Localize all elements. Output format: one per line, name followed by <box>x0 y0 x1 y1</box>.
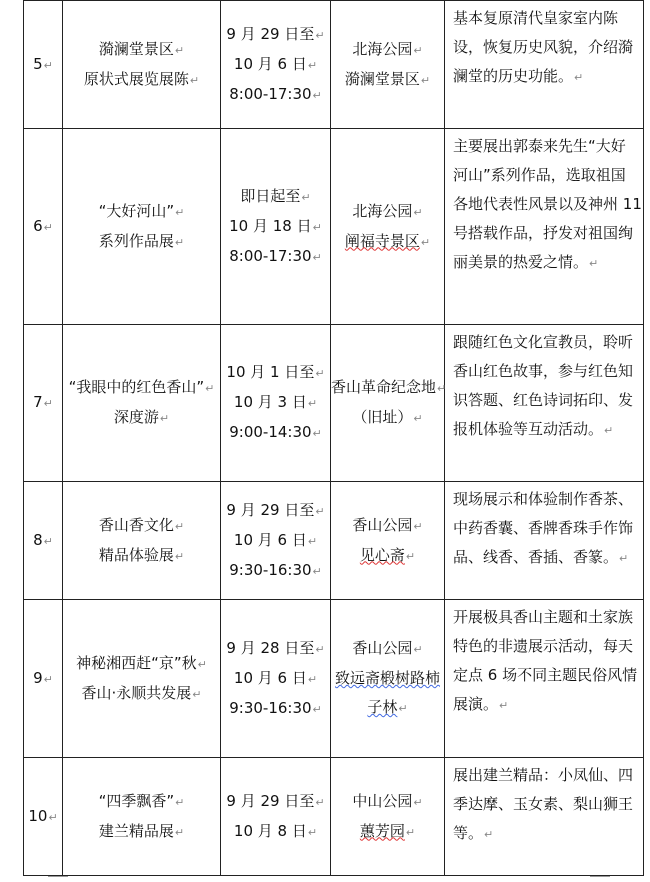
event-location: 香山革命纪念地↵ （旧址）↵ <box>331 325 445 482</box>
page-corner-mark <box>48 876 68 877</box>
page-corner-mark <box>590 876 610 877</box>
event-date: 9 月 29 日至↵ 10 月 8 日↵ <box>221 758 331 876</box>
event-name: 神秘湘西赶“京”秋↵ 香山·永顺共发展↵ <box>63 600 221 758</box>
event-name: “我眼中的红色香山”↵ 深度游↵ <box>63 325 221 482</box>
table-row <box>24 1 644 129</box>
event-date: 9 月 29 日至↵ 10 月 6 日↵ 9:30-16:30↵ <box>221 482 331 600</box>
row-number: 5↵ <box>24 1 63 129</box>
event-name: “大好河山”↵ 系列作品展↵ <box>63 129 221 325</box>
event-name: “四季飘香”↵ 建兰精品展↵ <box>63 758 221 876</box>
table-row <box>24 758 644 876</box>
event-name: 漪澜堂景区↵ 原状式展览展陈↵ <box>63 1 221 129</box>
table-row <box>24 482 644 600</box>
events-table <box>23 0 644 876</box>
row-number: 9↵ <box>24 600 63 758</box>
row-number: 10↵ <box>24 758 63 876</box>
row-number: 7↵ <box>24 325 63 482</box>
event-description: 基本复原清代皇家室内陈 设，恢复历史风貌，介绍漪 澜堂的历史功能。↵ <box>445 1 644 129</box>
event-description: 主要展出郭泰来先生“大好 河山”系列作品，选取祖国 各地代表性风景以及神州 11 号搭载作品，抒发对祖国绚 丽美景的热爱之情。↵ <box>445 129 644 325</box>
event-description: 现场展示和体验制作香茶、 中药香囊、香牌香珠手作饰 品、线香、香插、香篆。↵ <box>445 482 644 600</box>
event-date: 9 月 29 日至↵ 10 月 6 日↵ 8:00-17:30↵ <box>221 1 331 129</box>
event-location: 香山公园↵ 见心斋↵ <box>331 482 445 600</box>
row-number: 8↵ <box>24 482 63 600</box>
event-location: 北海公园↵ 阐福寺景区↵ <box>331 129 445 325</box>
event-date: 10 月 1 日至↵ 10 月 3 日↵ 9:00-14:30↵ <box>221 325 331 482</box>
table-row <box>24 325 644 482</box>
event-location: 香山公园↵ 致远斋椴树路柿 子林↵ <box>331 600 445 758</box>
table-row <box>24 129 644 325</box>
event-date: 9 月 28 日至↵ 10 月 6 日↵ 9:30-16:30↵ <box>221 600 331 758</box>
event-location: 中山公园↵ 蕙芳园↵ <box>331 758 445 876</box>
event-date: 即日起至↵ 10 月 18 日↵ 8:00-17:30↵ <box>221 129 331 325</box>
event-description: 展出建兰精品：小凤仙、四 季达摩、玉女素、梨山狮王 等。↵ <box>445 758 644 876</box>
event-location: 北海公园↵ 漪澜堂景区↵ <box>331 1 445 129</box>
event-name: 香山香文化↵ 精品体验展↵ <box>63 482 221 600</box>
table-row <box>24 600 644 758</box>
event-description: 跟随红色文化宣教员，聆听 香山红色故事，参与红色知 识答题、红色诗词拓印、发 报机体验等互动活动。↵ <box>445 325 644 482</box>
event-description: 开展极具香山主题和土家族 特色的非遗展示活动，每天 定点 6 场不同主题民俗风情 展演。↵ <box>445 600 644 758</box>
row-number: 6↵ <box>24 129 63 325</box>
